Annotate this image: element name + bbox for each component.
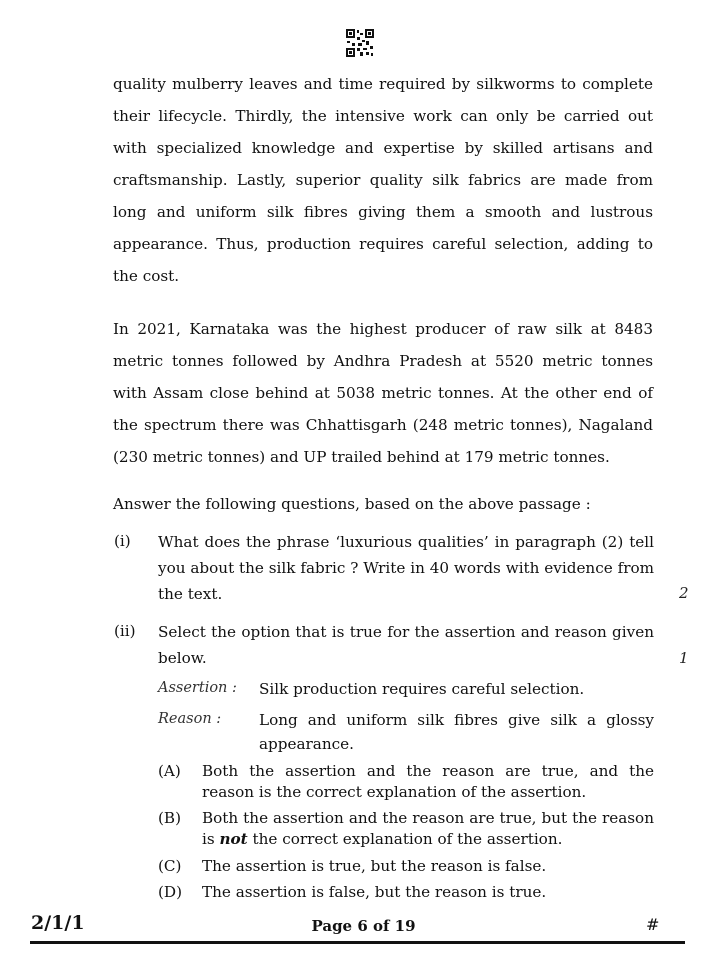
question-1-number: (i) <box>114 532 131 550</box>
footer-rule <box>30 941 685 944</box>
passage-paragraph-1: quality mulberry leaves and time required by silkworms to complete their lifecycle. Thirdly, the intensive work can only be carried out with specialized knowledge and expertise by skilled artisans and craftsmanship. Lastly, superior quality silk fabrics are made from long and uniform silk fibres giving them a smooth and lustrous appearance. Thus, production requires careful selection, adding to the cost. <box>113 75 653 285</box>
assertion-text: Silk production requires careful selection. <box>259 680 585 698</box>
option-b-emphasis: not <box>219 830 248 848</box>
option-a-letter: (A) <box>158 762 181 780</box>
question-2-number: (ii) <box>114 622 136 640</box>
passage-paragraph-2: In 2021, Karnataka was the highest producer of raw silk at 8483 metric tonnes followed by Andhra Pradesh at 5520 metric tonnes with Assam close behind at 5038 metric tonnes. At the other end of the spectrum there was Chhattisgarh (248 metric tonnes), Nagaland (230 metric tonnes) and UP trailed behind at 179 metric tonnes. <box>113 320 653 466</box>
question-1-marks: 2 <box>679 584 689 602</box>
option-c-letter: (C) <box>158 857 182 875</box>
reason-label: Reason : <box>158 711 222 727</box>
question-2-text: Select the option that is true for the assertion and reason given below. <box>158 623 654 667</box>
page-number: Page 6 of 19 <box>311 917 416 935</box>
option-b-letter: (B) <box>158 809 182 827</box>
option-b-text <box>202 808 654 850</box>
footer-hash: # <box>646 915 660 934</box>
assertion-label: Assertion : <box>158 680 237 696</box>
reason-text: Long and uniform silk fibres give silk a glossy appearance. <box>259 711 654 753</box>
option-c-text: The assertion is true, but the reason is false. <box>202 857 547 875</box>
questions-intro: Answer the following questions, based on the above passage : <box>113 495 591 513</box>
qr-code-icon <box>346 29 374 57</box>
option-b-text-after: the correct explanation of the assertion. <box>247 830 563 848</box>
question-1-text: What does the phrase ‘luxurious qualities’ in paragraph (2) tell you about the silk fabric ? Write in 40 words with evidence from the text. <box>158 533 654 603</box>
option-b-text-before: Both the assertion and the reason are true, but the reason is <box>202 809 654 848</box>
option-d-letter: (D) <box>158 883 183 901</box>
paper-code: 2/1/1 <box>31 912 85 934</box>
option-d-text: The assertion is false, but the reason is true. <box>202 883 547 901</box>
question-2-marks: 1 <box>679 649 689 667</box>
option-a-text: Both the assertion and the reason are true, and the reason is the correct explanation of the assertion. <box>202 762 654 801</box>
